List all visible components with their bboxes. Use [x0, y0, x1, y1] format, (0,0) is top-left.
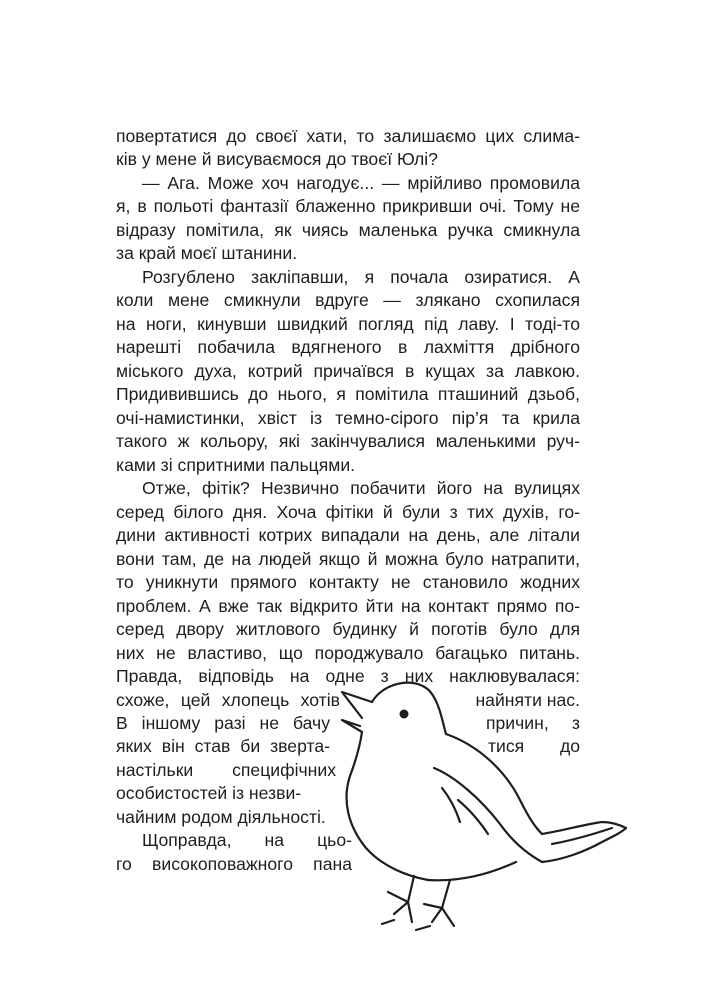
- text-line-11: міського духа, котрий причаївся в кущах за лавкою.: [116, 361, 580, 381]
- wrapped-line-8-left: го високоповажного пана: [116, 854, 352, 874]
- text-line-9: на ноги, кинувши швидкий погляд під лаву. І тоді-то: [116, 314, 580, 334]
- text-line-3: — Ага. Може хоч нагодує... — мрійливо промовила: [142, 173, 580, 193]
- wrapped-line-1-left: схоже, цей хлопець хотів: [116, 690, 340, 710]
- text-line-4: я, в польоті фантазії блаженно прикривши очі. Тому не: [116, 196, 580, 216]
- text-line-17: серед білого дня. Хоча фітіки й були з тих духів, го-: [116, 502, 580, 522]
- text-line-15: ками зі спритними пальцями.: [116, 455, 356, 475]
- text-line-22: серед двору житлового будинку й поготів було для: [116, 619, 580, 639]
- wrapped-line-2-right: причин, з: [486, 713, 580, 733]
- text-line-19: вони там, де на людей якщо й можна було натрапити,: [116, 549, 580, 569]
- text-line-8: коли мене смикнули вдруге — злякано схопилася: [116, 290, 580, 310]
- text-line-14: такого ж кольору, які закінчувалися маленькими руч-: [116, 431, 580, 451]
- wrapped-line-2-left: В іншому разі не бачу: [116, 713, 330, 733]
- text-line-2: ків у мене й висуваємося до твоєї Юлі?: [116, 149, 438, 169]
- text-line-20: то уникнути прямого контакту не становило жодних: [116, 572, 580, 592]
- wrapped-line-4-left: настільки специфічних: [116, 760, 336, 780]
- text-line-6: за край моєї штанини.: [116, 243, 298, 263]
- wrapped-line-3-right: тися до: [488, 736, 580, 756]
- text-line-18: дини активності котрих випадали на день, але літали: [116, 525, 580, 545]
- wrapped-line-3-left: яких він став би зверта-: [116, 736, 330, 756]
- text-line-7: Розгублено закліпавши, я почала озиратися. А: [142, 267, 580, 287]
- wrapped-line-7-left: Щоправда, на цьо-: [142, 830, 352, 850]
- text-line-24: Правда, відповідь на одне з них наклювувалася:: [116, 666, 580, 686]
- text-line-16: Отже, фітік? Незвично побачити його на вулицях: [142, 478, 580, 498]
- wrapped-line-1-right: найняти нас.: [475, 690, 580, 710]
- wrapped-line-6-left: чайним родом діяльності.: [116, 807, 326, 827]
- text-line-13: очі-намистинки, хвіст із темно-сірого пір’я та крила: [116, 408, 580, 428]
- wrapped-line-5-left: особистостей із незви-: [116, 783, 302, 803]
- text-line-21: проблем. А вже так відкрито йти на контакт прямо по-: [116, 596, 580, 616]
- text-line-12: Придивившись до нього, я помітила пташиний дзьоб,: [116, 384, 580, 404]
- text-line-23: них не властиво, що породжувало багацько питань.: [116, 643, 580, 663]
- text-line-5: відразу помітила, як чиясь маленька ручка смикнула: [116, 220, 580, 240]
- sparrow-bird-icon: [330, 676, 630, 946]
- text-line-1: повертатися до своєї хати, то залишаємо цих слима-: [116, 126, 580, 146]
- text-line-10: нарешті побачила вдягненого в лахміття дрібного: [116, 337, 580, 357]
